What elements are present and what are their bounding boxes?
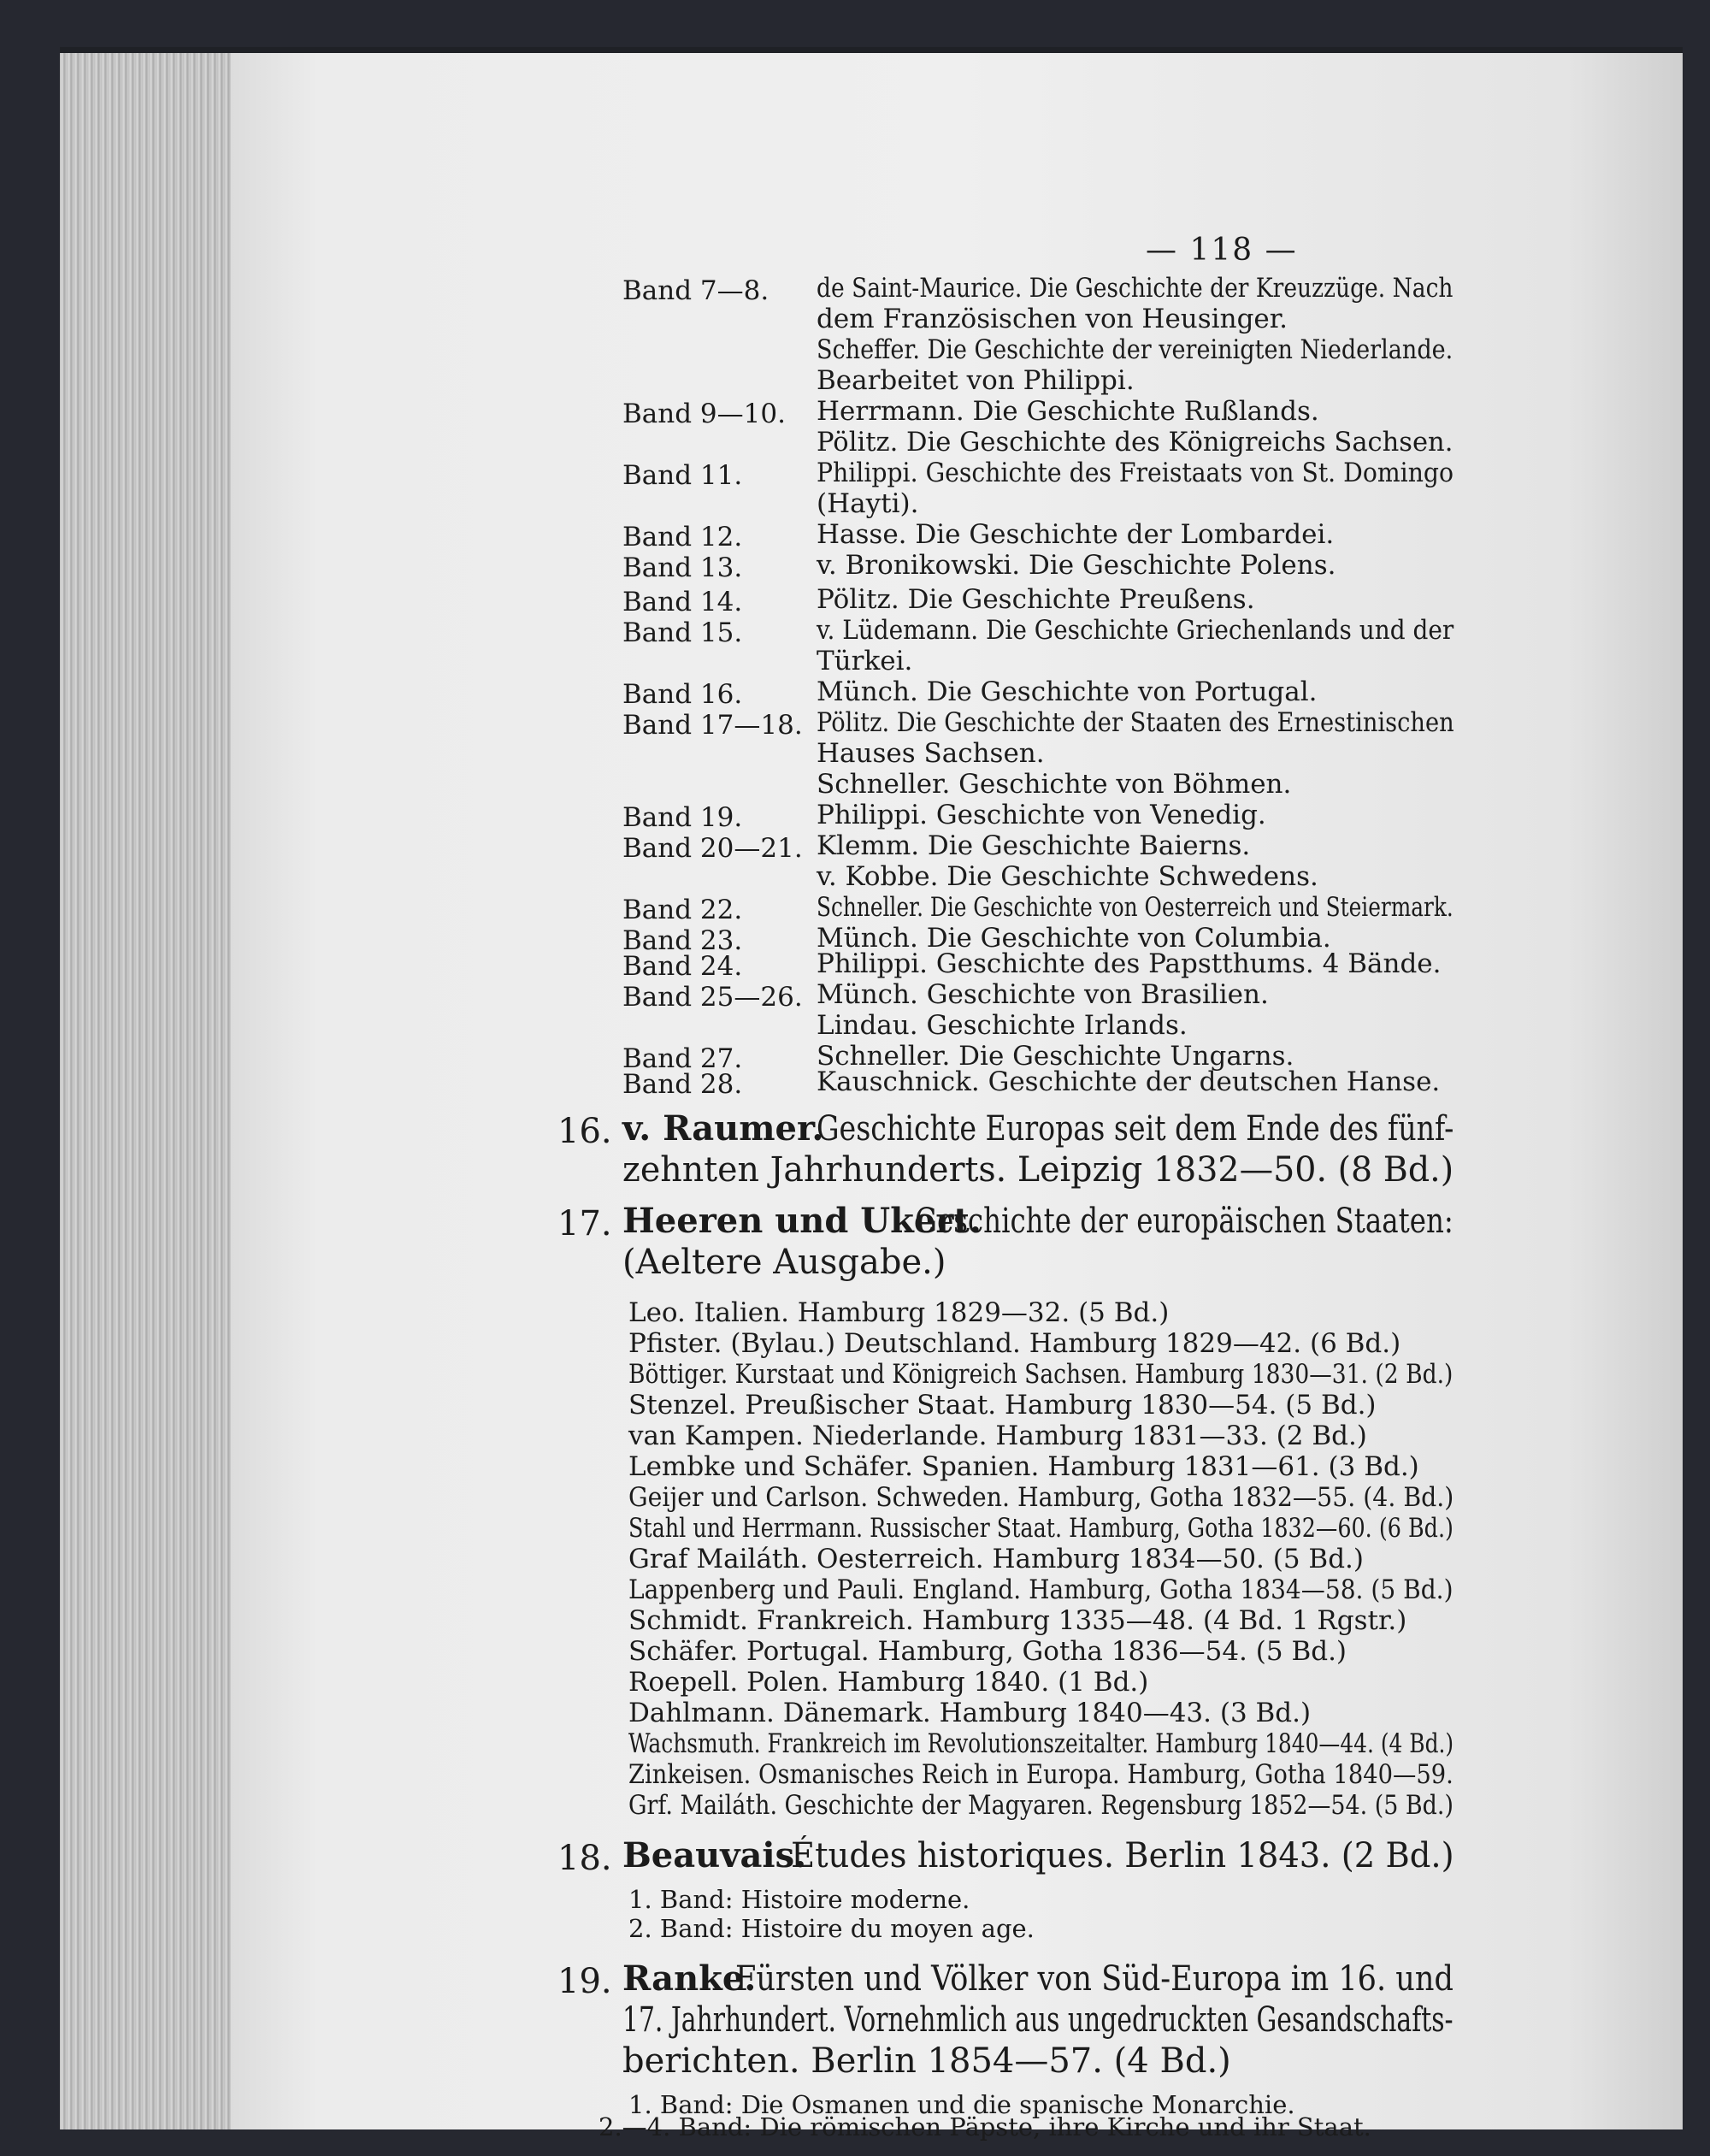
list-item: Leo. Italien. Hamburg 1829—32. (5 Bd.) bbox=[628, 1297, 1170, 1328]
entry-author: Heeren und Ukert. bbox=[622, 1201, 982, 1241]
list-item: Geijer und Carlson. Schweden. Hamburg, Gotha 1832—55. (4. Bd.) bbox=[628, 1482, 1454, 1513]
band-label: Band 12. bbox=[622, 522, 743, 552]
entry-author: v. Raumer. bbox=[622, 1108, 824, 1149]
list-item: Zinkeisen. Osmanisches Reich in Europa. Hamburg, Gotha 1840—59. bbox=[628, 1759, 1454, 1790]
list-item: Lembke und Schäfer. Spanien. Hamburg 1831—61. (3 Bd.) bbox=[628, 1451, 1419, 1482]
entry-title: Geschichte Europas seit dem Ende des fünf- bbox=[817, 1109, 1454, 1149]
band-label: Band 19. bbox=[622, 802, 743, 833]
entry-title: Études historiques. Berlin 1843. (2 Bd.) bbox=[791, 1836, 1454, 1875]
band-label: Band 27. bbox=[622, 1043, 743, 1074]
band-line: Hauses Sachsen. bbox=[817, 738, 1045, 769]
list-item: Grf. Mailáth. Geschichte der Magyaren. Regensburg 1852—54. (5 Bd.) bbox=[628, 1790, 1454, 1821]
band-label: Band 7—8. bbox=[622, 275, 770, 306]
band-line: Schneller. Die Geschichte von Oesterreich und Steiermark. bbox=[817, 892, 1454, 923]
page-edges bbox=[60, 53, 233, 2129]
band-label: Band 14. bbox=[622, 587, 743, 617]
band-line: Pölitz. Die Geschichte Preußens. bbox=[817, 584, 1255, 615]
entry-title: berichten. Berlin 1854—57. (4 Bd.) bbox=[622, 2041, 1231, 2081]
band-label: Band 17—18. bbox=[622, 710, 803, 741]
entry-number: 17. bbox=[557, 1204, 612, 1243]
band-line: Kauschnick. Geschichte der deutschen Hanse. bbox=[817, 1066, 1441, 1097]
band-line: Schneller. Die Geschichte Ungarns. bbox=[817, 1041, 1294, 1072]
band-line: v. Lüdemann. Die Geschichte Griechenlands und der bbox=[817, 615, 1454, 646]
list-item: 2. Band: Histoire du moyen age. bbox=[628, 1914, 1035, 1943]
band-line: Philippi. Geschichte des Freistaats von St. Domingo bbox=[817, 458, 1454, 488]
entry-title: Fürsten und Völker von Süd-Europa im 16. und bbox=[735, 1959, 1454, 1999]
list-item: Lappenberg und Pauli. England. Hamburg, Gotha 1834—58. (5 Bd.) bbox=[628, 1574, 1454, 1605]
band-line: Philippi. Geschichte von Venedig. bbox=[817, 800, 1266, 830]
band-line: Herrmann. Die Geschichte Rußlands. bbox=[817, 396, 1319, 427]
band-line: Philippi. Geschichte des Papstthums. 4 Bände. bbox=[817, 948, 1442, 979]
band-line: Lindau. Geschichte Irlands. bbox=[817, 1010, 1188, 1041]
entry-title: Geschichte der europäischen Staaten: bbox=[915, 1202, 1454, 1241]
list-item: 1. Band: Die Osmanen und die spanische Monarchie. bbox=[628, 2090, 1295, 2119]
list-item: Stenzel. Preußischer Staat. Hamburg 1830—54. (5 Bd.) bbox=[628, 1390, 1377, 1421]
list-item: Dahlmann. Dänemark. Hamburg 1840—43. (3 Bd.) bbox=[628, 1698, 1312, 1728]
list-item: 1. Band: Histoire moderne. bbox=[628, 1885, 970, 1914]
entry-title: 17. Jahrhundert. Vornehmlich aus ungedruckten Gesandschafts- bbox=[622, 2000, 1454, 2040]
band-line: v. Kobbe. Die Geschichte Schwedens. bbox=[817, 861, 1318, 892]
book-cover-left bbox=[0, 0, 60, 2156]
band-line: Pölitz. Die Geschichte der Staaten des Ernestinischen bbox=[817, 707, 1454, 738]
list-item: van Kampen. Niederlande. Hamburg 1831—33. (2 Bd.) bbox=[628, 1421, 1367, 1451]
entry-title: zehnten Jahrhunderts. Leipzig 1832—50. (8 Bd.) bbox=[622, 1150, 1454, 1190]
list-item: Wachsmuth. Frankreich im Revolutionszeitalter. Hamburg 1840—44. (4 Bd.) bbox=[628, 1728, 1454, 1759]
band-line: Pölitz. Die Geschichte des Königreichs Sachsen. bbox=[817, 427, 1454, 458]
list-item: Schäfer. Portugal. Hamburg, Gotha 1836—54. (5 Bd.) bbox=[628, 1636, 1347, 1667]
band-line: Schneller. Geschichte von Böhmen. bbox=[817, 769, 1292, 800]
band-line: v. Bronikowski. Die Geschichte Polens. bbox=[817, 550, 1336, 581]
band-label: Band 24. bbox=[622, 951, 743, 982]
band-line: de Saint-Maurice. Die Geschichte der Kreuzzüge. Nach bbox=[817, 273, 1454, 304]
entry-title: (Aeltere Ausgabe.) bbox=[622, 1243, 946, 1282]
band-line: Scheffer. Die Geschichte der vereinigten Niederlande. bbox=[817, 334, 1454, 365]
list-item: Böttiger. Kurstaat und Königreich Sachsen. Hamburg 1830—31. (2 Bd.) bbox=[628, 1359, 1454, 1390]
list-item: Roepell. Polen. Hamburg 1840. (1 Bd.) bbox=[628, 1667, 1149, 1698]
entry-author: Ranke. bbox=[622, 1958, 757, 1999]
band-label: Band 15. bbox=[622, 617, 743, 648]
entry-number: 19. bbox=[557, 1962, 612, 2001]
book-cover-top bbox=[0, 0, 1710, 47]
band-line: Münch. Geschichte von Brasilien. bbox=[817, 979, 1269, 1010]
band-label: Band 23. bbox=[622, 925, 743, 956]
book-cover-right bbox=[1683, 0, 1710, 2156]
band-label: Band 13. bbox=[622, 552, 743, 583]
band-label: Band 22. bbox=[622, 895, 743, 925]
list-item: 2.—4. Band: Die römischen Päpste, ihre Kirche und ihr Staat. bbox=[598, 2112, 1371, 2141]
band-line: dem Französischen von Heusinger. bbox=[817, 304, 1288, 334]
band-label: Band 11. bbox=[622, 460, 743, 491]
list-item: Stahl und Herrmann. Russischer Staat. Hamburg, Gotha 1832—60. (6 Bd.) bbox=[628, 1513, 1454, 1544]
band-label: Band 28. bbox=[622, 1069, 743, 1100]
band-label: Band 25—26. bbox=[622, 982, 803, 1013]
band-line: Hasse. Die Geschichte der Lombardei. bbox=[817, 519, 1335, 550]
band-line: Klemm. Die Geschichte Baierns. bbox=[817, 830, 1251, 861]
band-line: (Hayti). bbox=[817, 488, 919, 519]
band-label: Band 9—10. bbox=[622, 399, 786, 429]
band-label: Band 16. bbox=[622, 679, 743, 710]
list-item: Schmidt. Frankreich. Hamburg 1335—48. (4 Bd. 1 Rgstr.) bbox=[628, 1605, 1407, 1636]
entry-number: 16. bbox=[557, 1112, 612, 1151]
page-number: — 118 — bbox=[1146, 233, 1298, 268]
band-line: Türkei. bbox=[817, 646, 913, 676]
list-item: Graf Mailáth. Oesterreich. Hamburg 1834—50. (5 Bd.) bbox=[628, 1544, 1364, 1574]
band-line: Münch. Die Geschichte von Columbia. bbox=[817, 923, 1331, 954]
entry-number: 18. bbox=[557, 1839, 612, 1878]
list-item: Pfister. (Bylau.) Deutschland. Hamburg 1829—42. (6 Bd.) bbox=[628, 1328, 1401, 1359]
band-label: Band 20—21. bbox=[622, 833, 803, 864]
band-line: Münch. Die Geschichte von Portugal. bbox=[817, 676, 1318, 707]
band-line: Bearbeitet von Philippi. bbox=[817, 365, 1135, 396]
entry-author: Beauvais. bbox=[622, 1835, 807, 1875]
